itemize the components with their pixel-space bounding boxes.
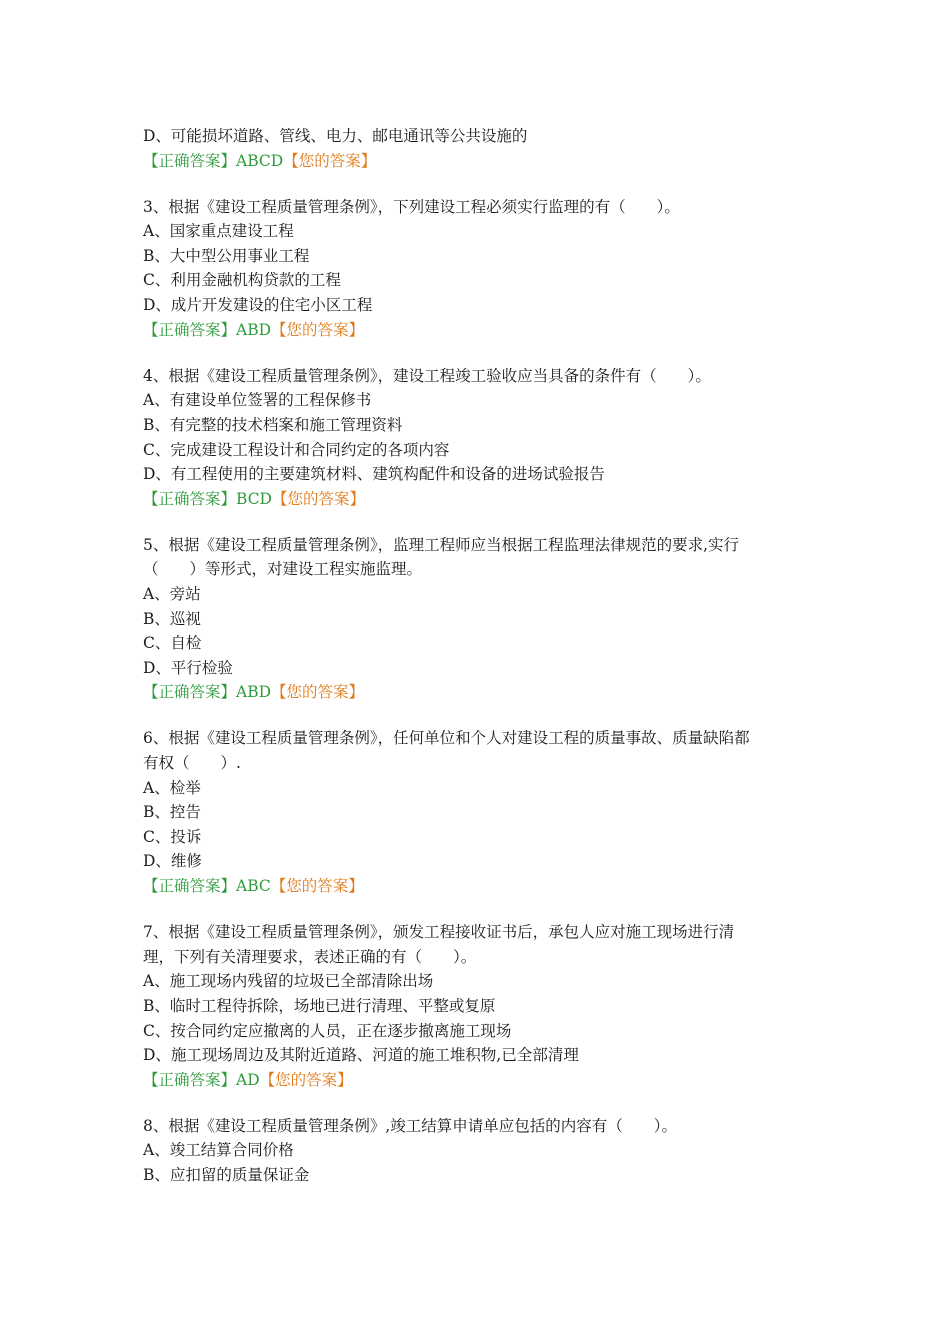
option-c: C、利用金融机构贷款的工程	[143, 271, 341, 290]
question-3	[143, 195, 823, 343]
option-b: B、控告	[143, 803, 201, 822]
option-b: B、临时工程待拆除，场地已进行清理、平整或复原	[143, 996, 496, 1015]
q2-answer-row	[143, 149, 823, 174]
question-stem: 4、根据《建设工程质量管理条例》，建设工程竣工验收应当具备的条件有（ ）。	[143, 366, 711, 385]
answer-row	[143, 318, 823, 343]
question-stem: 5、根据《建设工程质量管理条例》，监理工程师应当根据工程监理法律规范的要求,实行	[143, 535, 740, 554]
question-8	[143, 1114, 823, 1188]
correct-answer-value: ABD	[236, 683, 272, 702]
option-c: C、按合同约定应撤离的人员，正在逐步撤离施工现场	[143, 1021, 512, 1040]
question-stem-cont: 理，下列有关清理要求，表述正确的有（ ）。	[143, 947, 477, 966]
option-b: B、大中型公用事业工程	[143, 246, 310, 265]
option-b: B、巡视	[143, 609, 201, 628]
question-stem: 6、根据《建设工程质量管理条例》，任何单位和个人对建设工程的质量事故、质量缺陷都	[143, 729, 750, 748]
question-4	[143, 364, 823, 512]
correct-answer-value: ABC	[236, 877, 271, 896]
option-b: B、有完整的技术档案和施工管理资料	[143, 415, 403, 434]
correct-answer-label: 【正确答案】	[143, 489, 237, 508]
option-a: A、旁站	[143, 585, 201, 603]
option-c: C、投诉	[143, 827, 202, 846]
option-a: A、竣工结算合同价格	[143, 1141, 294, 1160]
correct-answer-label: 【正确答案】	[143, 320, 237, 339]
correct-answer-value: ABCD	[236, 151, 284, 170]
correct-answer-label: 【正确答案】	[143, 151, 237, 170]
option-c: C、完成建设工程设计和合同约定的各项内容	[143, 440, 450, 459]
option-d: D、平行检验	[143, 658, 233, 677]
option-c: C、自检	[143, 634, 202, 653]
option-d: D、有工程使用的主要建筑材料、建筑构配件和设备的进场试验报告	[143, 465, 605, 484]
correct-answer-value: BCD	[236, 489, 272, 508]
answer-row	[143, 487, 823, 512]
question-stem-cont: （ ）等形式，对建设工程实施监理。	[143, 560, 423, 579]
question-stem-cont: 有权（ ）.	[143, 754, 241, 773]
your-answer-label: 【您的答案】	[271, 683, 365, 702]
correct-answer-label: 【正确答案】	[143, 1070, 237, 1089]
option-d: D、施工现场周边及其附近道路、河道的施工堆积物,已全部清理	[143, 1046, 579, 1065]
answer-row	[143, 1068, 823, 1093]
your-answer-label: 【您的答案】	[271, 489, 365, 508]
your-answer-label: 【您的答案】	[270, 877, 364, 896]
question-list	[143, 124, 823, 1188]
question-6	[143, 726, 823, 898]
your-answer-label: 【您的答案】	[259, 1070, 353, 1089]
question-stem: 7、根据《建设工程质量管理条例》，颁发工程接收证书后，承包人应对施工现场进行清	[143, 923, 735, 942]
option-d: D、维修	[143, 852, 202, 871]
answer-row	[143, 680, 823, 705]
question-5	[143, 533, 823, 705]
option-a: A、国家重点建设工程	[143, 222, 294, 241]
correct-answer-label: 【正确答案】	[143, 877, 237, 896]
option-a: A、有建设单位签署的工程保修书	[143, 391, 372, 410]
answer-row	[143, 874, 823, 899]
question-stem: 3、根据《建设工程质量管理条例》，下列建设工程必须实行监理的有（ ）。	[143, 197, 680, 216]
correct-answer-value: ABD	[236, 320, 272, 339]
correct-answer-label: 【正确答案】	[143, 683, 237, 702]
your-answer-label: 【您的答案】	[283, 151, 377, 170]
option-b: B、应扣留的质量保证金	[143, 1165, 310, 1184]
q2-option-d: D、可能损坏道路、管线、电力、邮电通讯等公共设施的	[143, 127, 528, 145]
question-stem: 8、根据《建设工程质量管理条例》,竣工结算申请单应包括的内容有（ ）。	[143, 1116, 678, 1135]
option-a: A、施工现场内残留的垃圾已全部清除出场	[143, 972, 434, 991]
option-a: A、检举	[143, 778, 201, 797]
question-7	[143, 920, 823, 1092]
option-d: D、成片开发建设的住宅小区工程	[143, 296, 373, 315]
your-answer-label: 【您的答案】	[271, 320, 365, 339]
correct-answer-value: AD	[236, 1070, 260, 1089]
